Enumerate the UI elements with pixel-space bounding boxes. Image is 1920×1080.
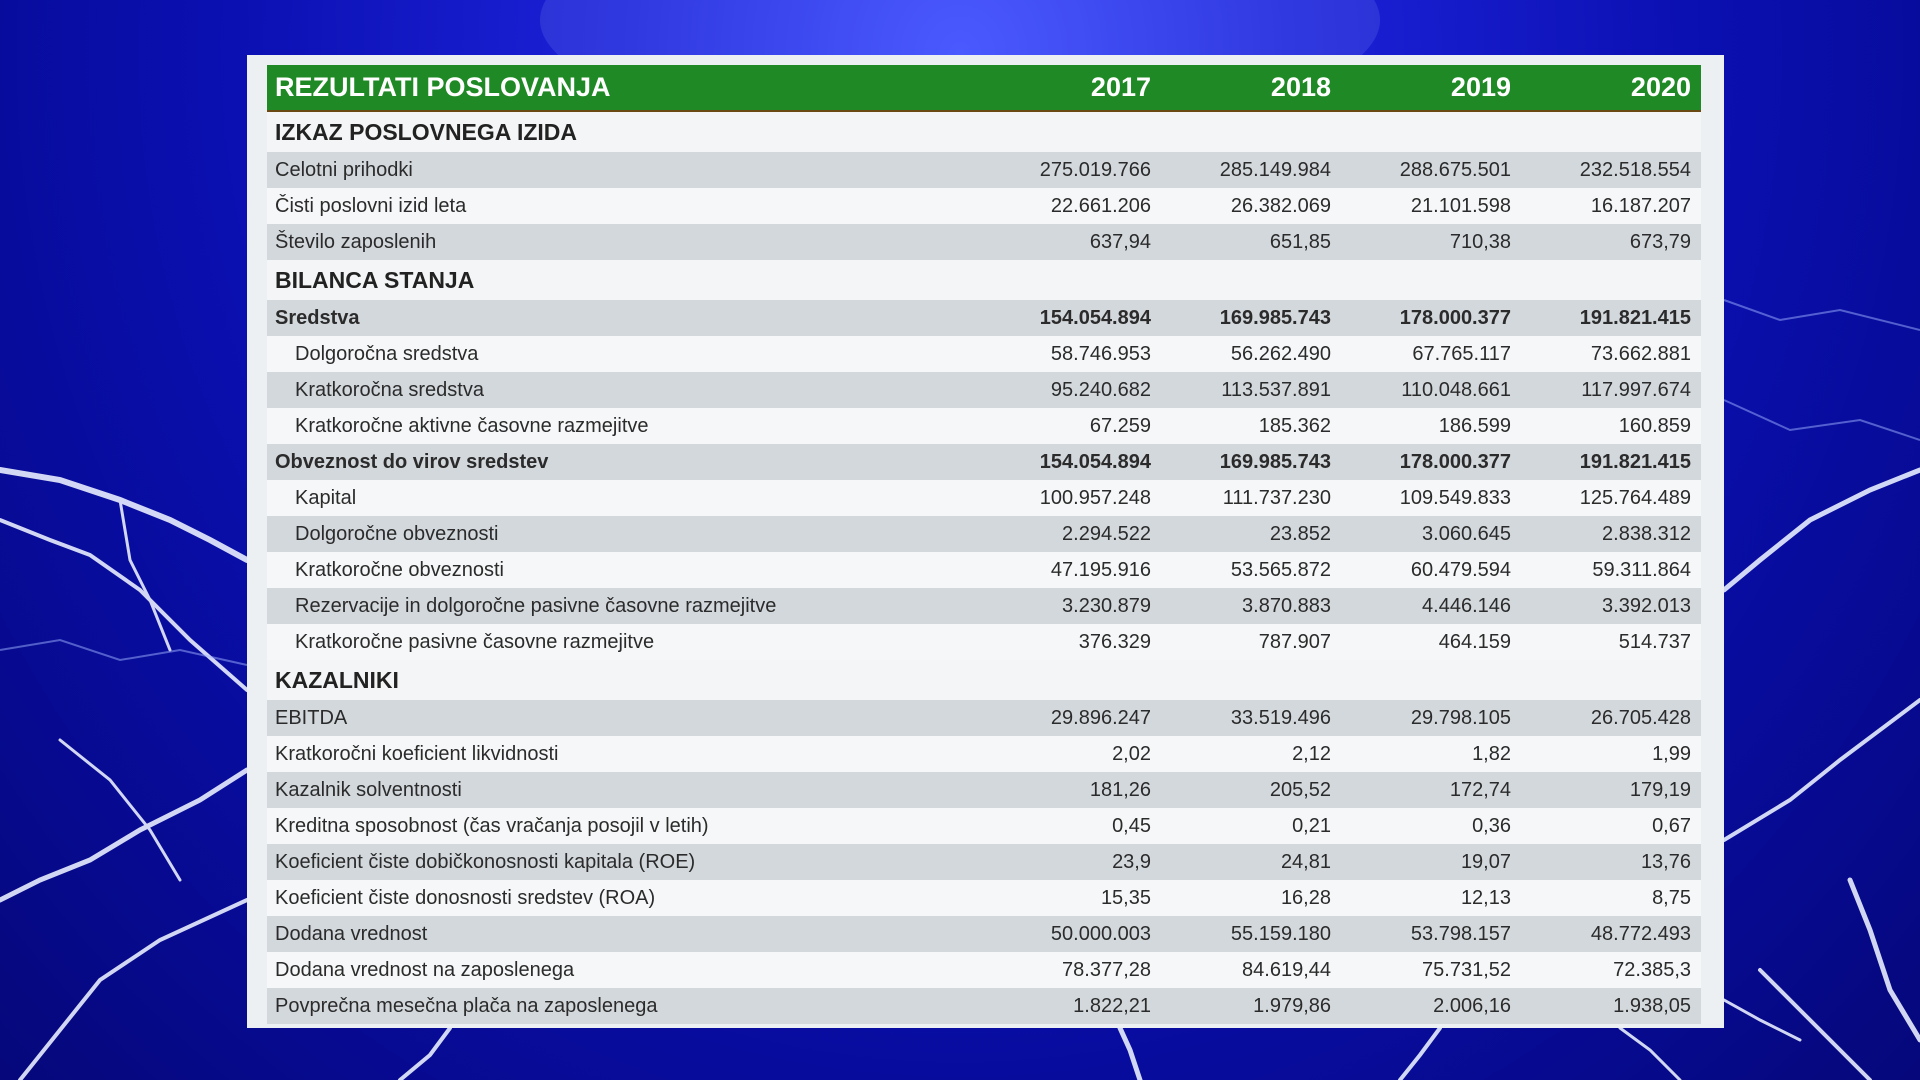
row-value: 191.821.415 xyxy=(1521,444,1701,480)
row-value: 48.772.493 xyxy=(1521,916,1701,952)
row-value: 47.195.916 xyxy=(981,552,1161,588)
row-value: 22.661.206 xyxy=(981,188,1161,224)
row-value: 19,07 xyxy=(1341,844,1521,880)
row-value: 181,26 xyxy=(981,772,1161,808)
row-label: Kreditna sposobnost (čas vračanja posojil v letih) xyxy=(267,808,981,844)
row-value: 673,79 xyxy=(1521,224,1701,260)
row-value: 2.006,16 xyxy=(1341,988,1521,1024)
row-value: 78.377,28 xyxy=(981,952,1161,988)
row-value: 125.764.489 xyxy=(1521,480,1701,516)
table-row xyxy=(267,880,1701,916)
row-value: 8,75 xyxy=(1521,880,1701,916)
row-value: 178.000.377 xyxy=(1341,444,1521,480)
row-value: 67.259 xyxy=(981,408,1161,444)
row-value: 4.446.146 xyxy=(1341,588,1521,624)
table-row xyxy=(267,952,1701,988)
row-value: 0,21 xyxy=(1161,808,1341,844)
row-value: 72.385,3 xyxy=(1521,952,1701,988)
row-value: 205,52 xyxy=(1161,772,1341,808)
row-label: Koeficient čiste donosnosti sredstev (ROA) xyxy=(267,880,981,916)
row-value: 179,19 xyxy=(1521,772,1701,808)
row-value: 29.798.105 xyxy=(1341,700,1521,736)
row-value: 191.821.415 xyxy=(1521,300,1701,336)
row-label: Kazalnik solventnosti xyxy=(267,772,981,808)
row-value: 2,02 xyxy=(981,736,1161,772)
table-row xyxy=(267,700,1701,736)
results-panel xyxy=(247,55,1724,1028)
row-value: 29.896.247 xyxy=(981,700,1161,736)
section-header xyxy=(267,260,1701,300)
row-value: 0,36 xyxy=(1341,808,1521,844)
row-value: 1,82 xyxy=(1341,736,1521,772)
row-label: EBITDA xyxy=(267,700,981,736)
row-label: Število zaposlenih xyxy=(267,224,981,260)
table-row xyxy=(267,844,1701,880)
row-label: Kratkoročne pasivne časovne razmejitve xyxy=(267,624,981,660)
row-value: 376.329 xyxy=(981,624,1161,660)
row-value: 1,99 xyxy=(1521,736,1701,772)
row-value: 2.838.312 xyxy=(1521,516,1701,552)
row-value: 33.519.496 xyxy=(1161,700,1341,736)
year-header: 2019 xyxy=(1341,65,1521,111)
row-label: Kratkoročni koeficient likvidnosti xyxy=(267,736,981,772)
table-row xyxy=(267,552,1701,588)
row-label: Celotni prihodki xyxy=(267,152,981,188)
table-row xyxy=(267,372,1701,408)
header-row xyxy=(267,65,1701,111)
row-value: 21.101.598 xyxy=(1341,188,1521,224)
section-header xyxy=(267,660,1701,700)
row-value: 84.619,44 xyxy=(1161,952,1341,988)
row-value: 651,85 xyxy=(1161,224,1341,260)
row-value: 275.019.766 xyxy=(981,152,1161,188)
table-row xyxy=(267,588,1701,624)
row-value: 113.537.891 xyxy=(1161,372,1341,408)
row-label: Obveznost do virov sredstev xyxy=(267,444,981,480)
row-value: 16.187.207 xyxy=(1521,188,1701,224)
row-value: 117.997.674 xyxy=(1521,372,1701,408)
row-label: Koeficient čiste dobičkonosnosti kapitala (ROE) xyxy=(267,844,981,880)
row-value: 637,94 xyxy=(981,224,1161,260)
row-value: 232.518.554 xyxy=(1521,152,1701,188)
row-value: 15,35 xyxy=(981,880,1161,916)
table-title: REZULTATI POSLOVANJA xyxy=(267,65,981,111)
row-value: 154.054.894 xyxy=(981,444,1161,480)
row-value: 285.149.984 xyxy=(1161,152,1341,188)
row-value: 2.294.522 xyxy=(981,516,1161,552)
row-label: Dolgoročne obveznosti xyxy=(267,516,981,552)
section-title: BILANCA STANJA xyxy=(267,260,1701,300)
row-label: Sredstva xyxy=(267,300,981,336)
row-value: 186.599 xyxy=(1341,408,1521,444)
row-value: 13,76 xyxy=(1521,844,1701,880)
row-value: 53.565.872 xyxy=(1161,552,1341,588)
table-row xyxy=(267,152,1701,188)
row-value: 109.549.833 xyxy=(1341,480,1521,516)
table-row xyxy=(267,444,1701,480)
row-value: 154.054.894 xyxy=(981,300,1161,336)
row-value: 56.262.490 xyxy=(1161,336,1341,372)
row-label: Rezervacije in dolgoročne pasivne časovne razmejitve xyxy=(267,588,981,624)
row-label: Dodana vrednost na zaposlenega xyxy=(267,952,981,988)
row-value: 73.662.881 xyxy=(1521,336,1701,372)
row-value: 95.240.682 xyxy=(981,372,1161,408)
row-value: 1.938,05 xyxy=(1521,988,1701,1024)
row-value: 23,9 xyxy=(981,844,1161,880)
table-row xyxy=(267,808,1701,844)
row-label: Kratkoročne obveznosti xyxy=(267,552,981,588)
row-value: 172,74 xyxy=(1341,772,1521,808)
row-label: Kratkoročna sredstva xyxy=(267,372,981,408)
row-value: 59.311.864 xyxy=(1521,552,1701,588)
table-row xyxy=(267,300,1701,336)
row-value: 0,45 xyxy=(981,808,1161,844)
row-value: 110.048.661 xyxy=(1341,372,1521,408)
table-row xyxy=(267,772,1701,808)
row-value: 178.000.377 xyxy=(1341,300,1521,336)
row-value: 26.382.069 xyxy=(1161,188,1341,224)
row-value: 12,13 xyxy=(1341,880,1521,916)
row-value: 169.985.743 xyxy=(1161,444,1341,480)
row-label: Dodana vrednost xyxy=(267,916,981,952)
section-title: KAZALNIKI xyxy=(267,660,1701,700)
table-row xyxy=(267,988,1701,1024)
row-value: 100.957.248 xyxy=(981,480,1161,516)
row-value: 55.159.180 xyxy=(1161,916,1341,952)
table-row xyxy=(267,916,1701,952)
table-row xyxy=(267,736,1701,772)
row-value: 160.859 xyxy=(1521,408,1701,444)
table-row xyxy=(267,624,1701,660)
results-table xyxy=(267,65,1701,1024)
row-value: 288.675.501 xyxy=(1341,152,1521,188)
table-row xyxy=(267,408,1701,444)
row-value: 26.705.428 xyxy=(1521,700,1701,736)
row-value: 2,12 xyxy=(1161,736,1341,772)
row-value: 710,38 xyxy=(1341,224,1521,260)
section-header xyxy=(267,111,1701,152)
row-value: 75.731,52 xyxy=(1341,952,1521,988)
row-value: 514.737 xyxy=(1521,624,1701,660)
row-value: 3.870.883 xyxy=(1161,588,1341,624)
year-header: 2018 xyxy=(1161,65,1341,111)
row-value: 53.798.157 xyxy=(1341,916,1521,952)
section-title: IZKAZ POSLOVNEGA IZIDA xyxy=(267,111,1701,152)
table-body xyxy=(267,111,1701,1024)
row-value: 60.479.594 xyxy=(1341,552,1521,588)
row-label: Kratkoročne aktivne časovne razmejitve xyxy=(267,408,981,444)
row-value: 24,81 xyxy=(1161,844,1341,880)
row-label: Čisti poslovni izid leta xyxy=(267,188,981,224)
row-label: Dolgoročna sredstva xyxy=(267,336,981,372)
row-value: 50.000.003 xyxy=(981,916,1161,952)
row-value: 464.159 xyxy=(1341,624,1521,660)
row-value: 3.392.013 xyxy=(1521,588,1701,624)
row-value: 58.746.953 xyxy=(981,336,1161,372)
row-value: 16,28 xyxy=(1161,880,1341,916)
row-value: 3.230.879 xyxy=(981,588,1161,624)
row-value: 111.737.230 xyxy=(1161,480,1341,516)
row-label: Kapital xyxy=(267,480,981,516)
row-value: 787.907 xyxy=(1161,624,1341,660)
table-row xyxy=(267,480,1701,516)
table-row xyxy=(267,224,1701,260)
table-row xyxy=(267,188,1701,224)
row-value: 169.985.743 xyxy=(1161,300,1341,336)
row-value: 1.822,21 xyxy=(981,988,1161,1024)
row-value: 3.060.645 xyxy=(1341,516,1521,552)
row-value: 0,67 xyxy=(1521,808,1701,844)
table-row xyxy=(267,516,1701,552)
row-label: Povprečna mesečna plača na zaposlenega xyxy=(267,988,981,1024)
year-header: 2020 xyxy=(1521,65,1701,111)
row-value: 67.765.117 xyxy=(1341,336,1521,372)
year-header: 2017 xyxy=(981,65,1161,111)
table-row xyxy=(267,336,1701,372)
row-value: 23.852 xyxy=(1161,516,1341,552)
row-value: 185.362 xyxy=(1161,408,1341,444)
row-value: 1.979,86 xyxy=(1161,988,1341,1024)
